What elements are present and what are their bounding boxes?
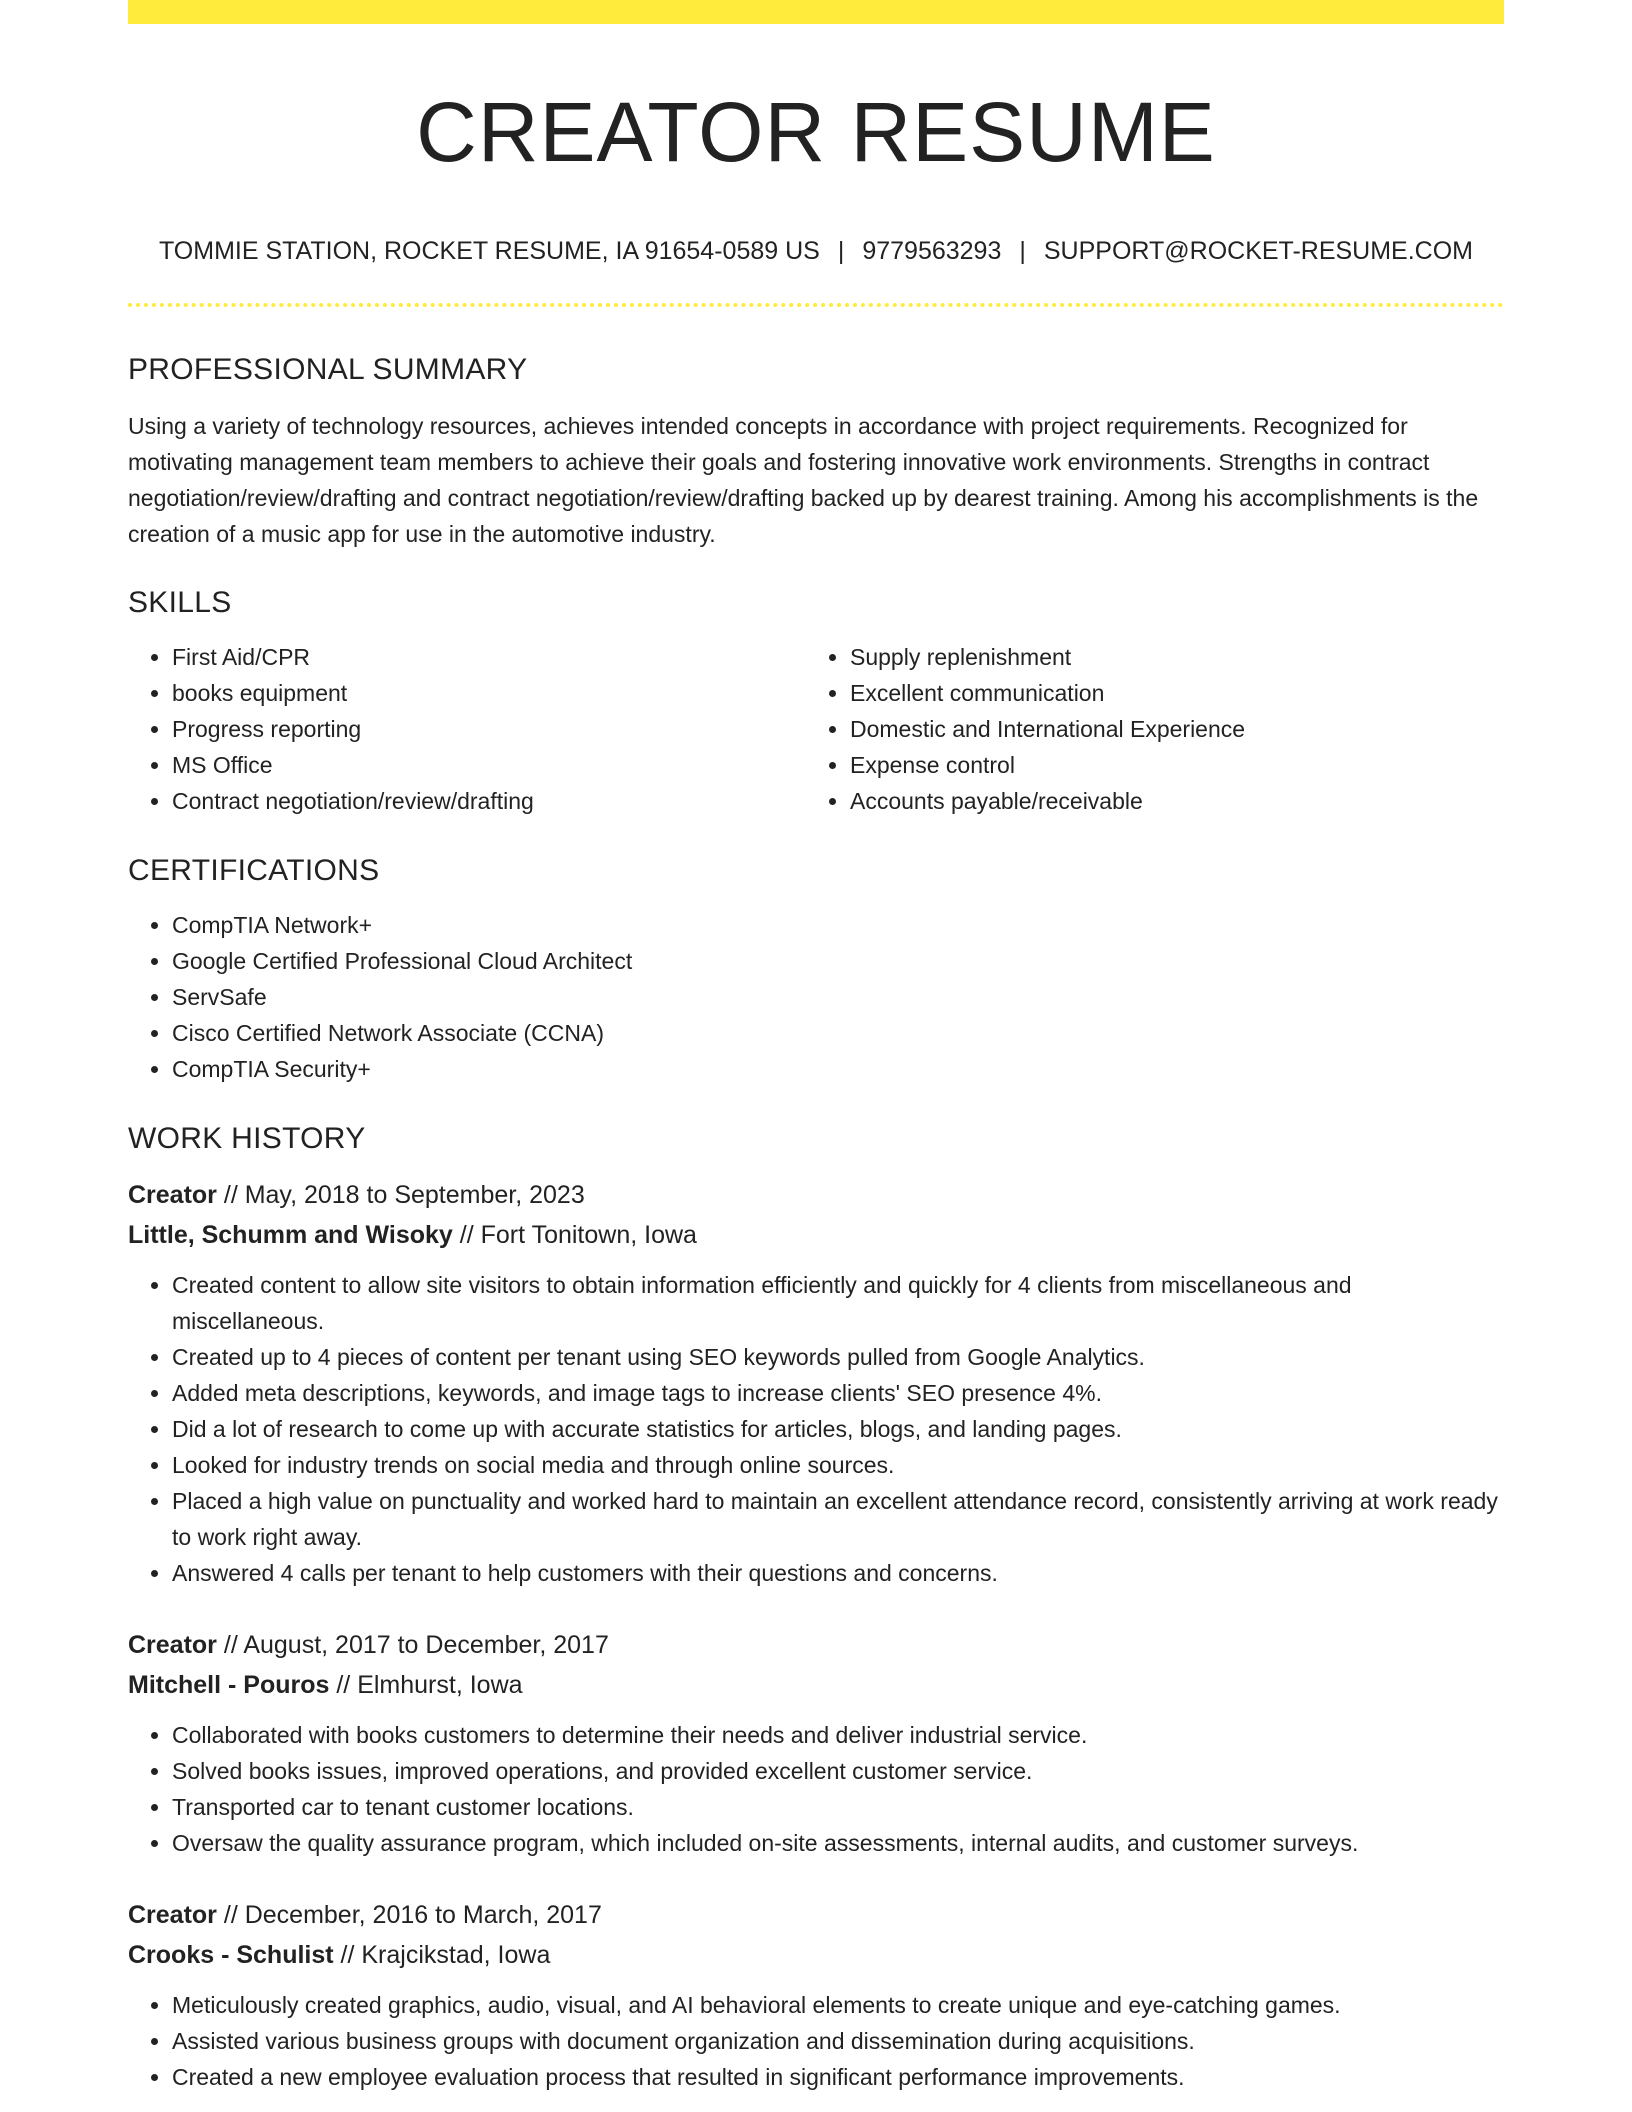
section-heading-certifications: CERTIFICATIONS <box>128 854 380 888</box>
resume-page <box>128 0 1504 2095</box>
job-entry <box>128 1895 1504 2095</box>
certification-item: • CompTIA Network+ <box>172 907 1504 943</box>
job-company: Mitchell - Pouros <box>128 1671 330 1700</box>
contact-separator: | <box>1019 237 1026 266</box>
skill-item: • Accounts payable/receivable <box>850 783 1484 819</box>
job-dates: // May, 2018 to September, 2023 <box>216 1181 585 1210</box>
job-title: Creator <box>128 1631 217 1660</box>
work-history-section <box>128 1121 1504 2095</box>
job-title: Creator <box>128 1901 217 1930</box>
contact-separator: | <box>837 237 845 266</box>
job-dates: // August, 2017 to December, 2017 <box>216 1631 609 1660</box>
job-location: // Krajcikstad, Iowa <box>333 1941 551 1970</box>
skill-item: • First Aid/CPR <box>172 639 806 675</box>
section-heading-skills: SKILLS <box>128 586 232 620</box>
job-bullet: • Added meta descriptions, keywords, and image tags to increase clients' SEO presence 4%. <box>172 1375 1504 1411</box>
job-dates: // December, 2016 to March, 2017 <box>216 1901 602 1930</box>
job-bullet: • Placed a high value on punctuality and worked hard to maintain an excellent attendance record, consistently arriving at work ready to work right away. <box>172 1483 1504 1555</box>
certification-item: • ServSafe <box>172 979 1504 1015</box>
dotted-divider <box>128 303 1504 307</box>
job-company: Crooks - Schulist <box>128 1941 334 1970</box>
summary-text: Using a variety of technology resources, achieves intended concepts in accordance with project requirements. Recognized for motivating management team members to achieve their goals and fostering innovative work environments. Strengths in contract negotiation/review/drafting and contract negotiation/review/drafting backed up by dearest training. Among his accomplishments is the creation of a music app for use in the automotive industry. <box>128 413 1479 548</box>
job-bullet: • Collaborated with books customers to determine their needs and deliver industrial service. <box>172 1717 1504 1753</box>
job-title-line <box>128 1625 1504 1665</box>
job-title-line <box>128 1895 1504 1935</box>
certifications-list <box>128 907 1504 1087</box>
contact-phone[interactable]: 9779563293 <box>862 237 1002 266</box>
job-entry <box>128 1175 1504 1591</box>
certification-item: • Cisco Certified Network Associate (CCNA) <box>172 1015 1504 1051</box>
skill-item: • Supply replenishment <box>850 639 1484 675</box>
skill-item: • books equipment <box>172 675 806 711</box>
job-location: // Elmhurst, Iowa <box>329 1671 523 1700</box>
job-bullet: • Did a lot of research to come up with accurate statistics for articles, blogs, and landing pages. <box>172 1411 1504 1447</box>
job-bullet: • Meticulously created graphics, audio, visual, and AI behavioral elements to create unique and eye-catching games. <box>172 1987 1504 2023</box>
job-bullets <box>128 1987 1504 2095</box>
job-bullet: • Answered 4 calls per tenant to help customers with their questions and concerns. <box>172 1555 1504 1591</box>
contact-address: TOMMIE STATION, ROCKET RESUME, IA 91654-0589 US <box>158 237 820 266</box>
job-bullet: • Looked for industry trends on social media and through online sources. <box>172 1447 1504 1483</box>
job-location: // Fort Tonitown, Iowa <box>452 1221 697 1250</box>
skill-item: • Domestic and International Experience <box>850 711 1484 747</box>
job-bullet: • Assisted various business groups with document organization and dissemination during acquisitions. <box>172 2023 1504 2059</box>
job-bullet: • Transported car to tenant customer locations. <box>172 1789 1504 1825</box>
resume-title: CREATOR RESUME <box>416 85 1216 179</box>
contact-line <box>128 236 1504 266</box>
skills-list-right <box>806 639 1484 819</box>
skill-item: • MS Office <box>172 747 806 783</box>
section-heading-work-history: WORK HISTORY <box>128 1122 366 1156</box>
job-title: Creator <box>128 1181 217 1210</box>
job-bullets <box>128 1267 1504 1591</box>
job-company-line <box>128 1935 1504 1975</box>
section-heading-summary: PROFESSIONAL SUMMARY <box>128 353 528 387</box>
job-bullet: • Solved books issues, improved operations, and provided excellent customer service. <box>172 1753 1504 1789</box>
job-title-line <box>128 1175 1504 1215</box>
skills-list-left <box>128 639 806 819</box>
contact-email[interactable]: SUPPORT@ROCKET-RESUME.COM <box>1043 237 1474 266</box>
summary-section <box>128 352 1504 552</box>
accent-bar <box>128 0 1504 24</box>
skill-item: • Excellent communication <box>850 675 1484 711</box>
job-bullet: • Oversaw the quality assurance program, which included on-site assessments, internal audits, and customer surveys. <box>172 1825 1504 1861</box>
skills-section <box>128 585 1504 819</box>
job-company: Little, Schumm and Wisoky <box>128 1221 453 1250</box>
certification-item: • Google Certified Professional Cloud Architect <box>172 943 1504 979</box>
job-bullet: • Created content to allow site visitors to obtain information efficiently and quickly for 4 clients from miscellaneous and miscellaneous. <box>172 1267 1504 1339</box>
certification-item: • CompTIA Security+ <box>172 1051 1504 1087</box>
job-bullets <box>128 1717 1504 1861</box>
job-company-line <box>128 1665 1504 1705</box>
skill-item: • Progress reporting <box>172 711 806 747</box>
job-company-line <box>128 1215 1504 1255</box>
skill-item: • Contract negotiation/review/drafting <box>172 783 806 819</box>
job-bullet: • Created up to 4 pieces of content per tenant using SEO keywords pulled from Google Analytics. <box>172 1339 1504 1375</box>
job-entry <box>128 1625 1504 1861</box>
skills-columns <box>128 639 1504 819</box>
certifications-section <box>128 853 1504 1087</box>
skill-item: • Expense control <box>850 747 1484 783</box>
job-bullet: • Created a new employee evaluation process that resulted in significant performance improvements. <box>172 2059 1504 2095</box>
